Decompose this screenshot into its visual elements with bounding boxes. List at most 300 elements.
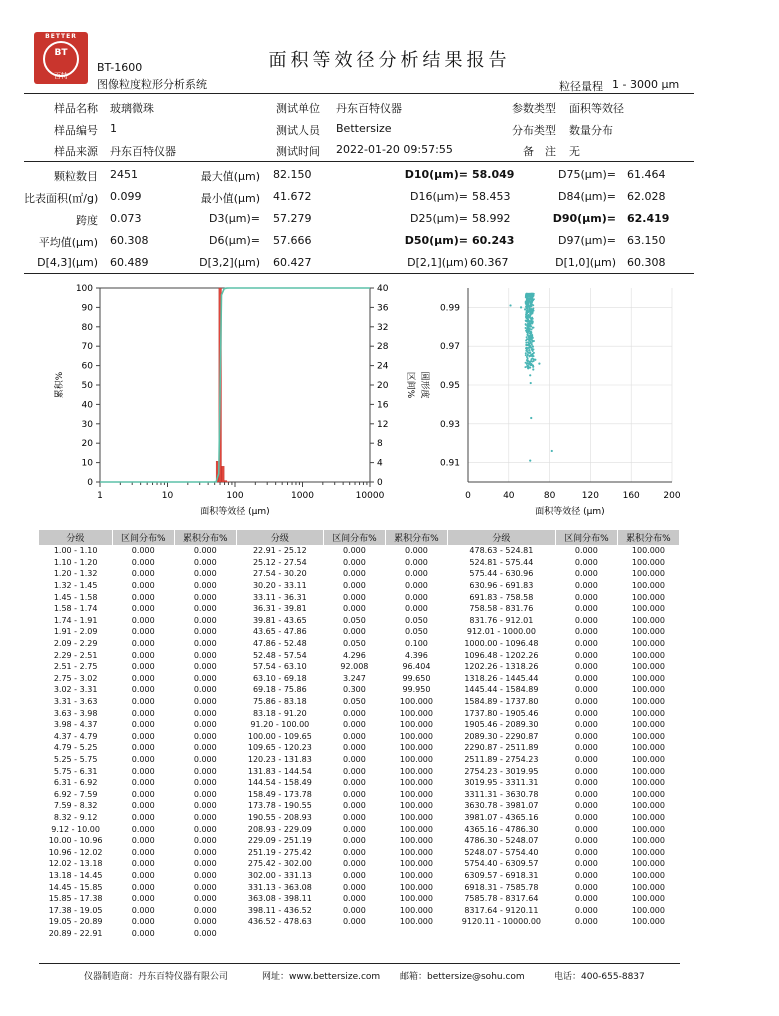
table-cell: 2.51 - 2.75 — [53, 662, 98, 672]
table-cell: 100.000 — [631, 639, 665, 649]
scatter-point — [526, 347, 528, 349]
table-cell: 100.000 — [399, 697, 433, 707]
scatter-point — [529, 342, 531, 344]
table-cell: 120.23 - 131.83 — [247, 754, 312, 764]
scatter-point — [524, 308, 526, 310]
table-cell: 0.000 — [131, 836, 155, 846]
stat-label: 跨度 — [76, 214, 98, 227]
table-cell: 100.000 — [631, 592, 665, 602]
table-cell: 3.98 - 4.37 — [53, 720, 98, 730]
scatter-point — [530, 335, 532, 337]
scatter-point — [551, 450, 553, 452]
table-cell: 0.050 — [404, 627, 428, 637]
table-cell: 398.11 - 436.52 — [247, 905, 312, 915]
scatter-point — [526, 336, 528, 338]
table-cell: 0.000 — [131, 731, 155, 741]
table-row — [39, 754, 680, 766]
scatter-point — [526, 338, 528, 340]
table-header-cell: 区间分布% — [323, 530, 385, 545]
table-cell: 1737.80 - 1905.46 — [464, 708, 539, 718]
scatter-point — [532, 360, 534, 362]
table-cell: 0.000 — [193, 847, 217, 857]
table-cell: 3.02 - 3.31 — [53, 685, 98, 695]
source: 丹东百特仪器 — [110, 145, 176, 158]
footer-email: 邮箱：bettersize@sohu.com — [400, 972, 525, 982]
table-cell: 144.54 - 158.49 — [247, 778, 312, 788]
table-cell: 0.050 — [404, 615, 428, 625]
table-cell: 100.000 — [399, 917, 433, 927]
scatter-point — [530, 332, 532, 334]
table-cell: 100.000 — [399, 882, 433, 892]
table-header-cell: 区间分布% — [555, 530, 617, 545]
table-row — [39, 800, 680, 812]
y-tick-label: 30 — [81, 419, 93, 430]
table-row — [39, 707, 680, 719]
table-cell: 0.000 — [131, 789, 155, 799]
table-cell: 92.008 — [340, 662, 369, 672]
scatter-point — [529, 299, 531, 301]
table-cell: 0.000 — [342, 778, 366, 788]
stat-label: 平均值(μm) — [38, 236, 98, 249]
table-cell: 0.000 — [574, 546, 598, 556]
table-cell: 1.32 - 1.45 — [53, 581, 98, 591]
scatter-point — [531, 301, 533, 303]
x-axis-label: 面积等效径 (μm) — [200, 507, 270, 517]
scatter-point — [525, 303, 527, 305]
table-row — [39, 638, 680, 650]
x-tick-label: 200 — [663, 491, 681, 501]
table-cell: 100.000 — [631, 546, 665, 556]
y-tick-label: 10 — [81, 458, 93, 469]
scatter-point — [532, 350, 534, 352]
table-row — [39, 858, 680, 870]
y-right-tick-label: 28 — [377, 342, 389, 353]
table-cell: 0.000 — [574, 650, 598, 660]
scatter-point — [527, 341, 529, 343]
table-cell: 4786.30 - 5248.07 — [464, 836, 539, 846]
table-cell: 17.38 - 19.05 — [48, 905, 103, 915]
table-cell: 100.000 — [399, 859, 433, 869]
table-cell: 0.000 — [574, 766, 598, 776]
scatter-point — [528, 336, 530, 338]
table-cell: 831.76 - 912.01 — [469, 615, 534, 625]
y-tick-label: 40 — [81, 400, 93, 411]
range-label: 粒径量程 — [559, 80, 603, 93]
y-tick-label: 100 — [75, 284, 93, 294]
table-row — [39, 649, 680, 661]
table-cell: 5754.40 - 6309.57 — [464, 859, 539, 869]
table-cell: 0.000 — [574, 917, 598, 927]
y-tick-label: 20 — [81, 439, 93, 450]
y-axis-label: 圆形度 — [419, 371, 429, 399]
header-divider — [24, 93, 694, 94]
table-cell: 0.000 — [342, 801, 366, 811]
stat-value: 60.243 — [472, 234, 515, 247]
table-cell: 1.91 - 2.09 — [53, 627, 98, 637]
scatter-point — [530, 417, 532, 419]
table-cell: 0.000 — [193, 650, 217, 660]
table-row — [39, 557, 680, 569]
x-tick-label: 1 — [97, 491, 103, 501]
table-cell: 0.000 — [404, 581, 428, 591]
scatter-point — [529, 351, 531, 353]
x-tick-label: 40 — [503, 491, 515, 501]
table-cell: 0.000 — [404, 592, 428, 602]
info-divider — [24, 161, 694, 162]
table-cell: 331.13 - 363.08 — [247, 882, 312, 892]
table-cell: 100.000 — [399, 720, 433, 730]
table-cell: 1.00 - 1.10 — [53, 546, 98, 556]
y-tick-label: 0 — [87, 478, 93, 488]
table-cell: 0.000 — [342, 754, 366, 764]
scatter-point — [531, 344, 533, 346]
table-cell: 100.000 — [631, 894, 665, 904]
table-header-cell: 累积分布% — [617, 530, 679, 545]
y-tick-label: 60 — [81, 361, 93, 372]
table-cell: 4.296 — [342, 650, 366, 660]
table-header-cell: 分级 — [447, 530, 555, 545]
stat-value: 60.308 — [627, 256, 666, 269]
table-cell: 12.02 - 13.18 — [48, 859, 103, 869]
table-cell: 251.19 - 275.42 — [247, 847, 312, 857]
x-tick-label: 10000 — [355, 491, 385, 501]
scatter-point — [520, 306, 522, 308]
table-cell: 0.000 — [193, 673, 217, 683]
table-cell: 190.55 - 208.93 — [247, 812, 312, 822]
table-cell: 75.86 - 83.18 — [252, 697, 307, 707]
table-cell: 4365.16 - 4786.30 — [464, 824, 539, 834]
table-cell: 100.000 — [631, 708, 665, 718]
table-row — [39, 580, 680, 592]
unit: 丹东百特仪器 — [336, 102, 402, 115]
table-cell: 0.000 — [131, 557, 155, 567]
table-cell: 0.000 — [131, 673, 155, 683]
table-cell: 0.000 — [574, 778, 598, 788]
scatter-point — [528, 325, 530, 327]
table-cell: 0.000 — [193, 697, 217, 707]
table-cell: 5.25 - 5.75 — [53, 754, 98, 764]
table-cell: 0.000 — [193, 615, 217, 625]
table-cell: 1.45 - 1.58 — [53, 592, 98, 602]
y-tick-label: 0.95 — [439, 381, 460, 391]
table-cell: 100.000 — [631, 685, 665, 695]
table-cell: 0.000 — [342, 859, 366, 869]
y-tick-label: 0.93 — [439, 419, 460, 430]
scatter-point — [527, 367, 529, 369]
table-cell: 0.000 — [404, 604, 428, 614]
table-cell: 0.000 — [342, 905, 366, 915]
stat-value: 60.367 — [470, 256, 509, 269]
scatter-point — [532, 327, 534, 329]
table-cell: 100.000 — [399, 847, 433, 857]
table-cell: 0.000 — [193, 766, 217, 776]
table-cell: 0.000 — [131, 662, 155, 672]
stat-value: 58.049 — [472, 168, 515, 181]
table-cell: 0.000 — [131, 859, 155, 869]
stat-value: 60.308 — [110, 234, 149, 247]
table-cell: 3311.31 - 3630.78 — [464, 789, 539, 799]
x-tick-label: 0 — [465, 491, 471, 501]
y-right-tick-label: 4 — [377, 458, 383, 469]
table-cell: 0.000 — [193, 569, 217, 579]
table-cell: 0.000 — [193, 754, 217, 764]
table-cell: 100.000 — [631, 778, 665, 788]
scatter-point — [529, 374, 531, 376]
table-cell: 524.81 - 575.44 — [469, 557, 534, 567]
table-cell: 0.050 — [342, 639, 366, 649]
table-cell: 0.000 — [193, 627, 217, 637]
table-cell: 0.000 — [574, 581, 598, 591]
table-cell: 43.65 - 47.86 — [252, 627, 307, 637]
table-cell: 173.78 - 190.55 — [247, 801, 312, 811]
table-cell: 8317.64 - 9120.11 — [464, 905, 539, 915]
stat-label: 比表面积(㎡/g) — [24, 192, 99, 205]
table-cell: 69.18 - 75.86 — [252, 685, 307, 695]
table-row — [39, 545, 680, 557]
x-tick-label: 100 — [226, 491, 244, 501]
scatter-point — [529, 297, 531, 299]
table-cell: 0.000 — [131, 766, 155, 776]
table-cell: 0.000 — [404, 546, 428, 556]
remark-label: 备 注 — [523, 145, 556, 158]
table-cell: 96.404 — [402, 662, 431, 672]
scatter-point — [528, 293, 530, 295]
table-cell: 0.000 — [131, 685, 155, 695]
table-cell: 0.000 — [193, 917, 217, 927]
table-cell: 630.96 - 691.83 — [469, 581, 534, 591]
table-cell: 0.000 — [342, 894, 366, 904]
table-cell: 0.000 — [131, 697, 155, 707]
table-row — [39, 719, 680, 731]
y-tick-label: 0.99 — [439, 303, 460, 314]
table-cell: 100.000 — [631, 882, 665, 892]
table-cell: 109.65 - 120.23 — [247, 743, 312, 753]
table-cell: 0.000 — [193, 581, 217, 591]
table-cell: 0.000 — [574, 859, 598, 869]
table-cell: 100.000 — [631, 581, 665, 591]
table-cell: 0.000 — [342, 812, 366, 822]
table-cell: 0.000 — [193, 604, 217, 614]
stat-label: D6(μm)= — [209, 234, 260, 247]
stats-divider — [24, 273, 694, 274]
scatter-point — [526, 293, 528, 295]
table-cell: 100.000 — [399, 905, 433, 915]
table-cell: 0.000 — [342, 581, 366, 591]
dist-type: 数量分布 — [569, 124, 613, 137]
table-row — [39, 870, 680, 882]
table-cell: 10.00 - 10.96 — [48, 836, 103, 846]
x-tick-label: 10 — [161, 491, 174, 501]
table-cell: 36.31 - 39.81 — [252, 604, 307, 614]
table-cell: 0.000 — [342, 720, 366, 730]
table-cell: 6.31 - 6.92 — [53, 778, 98, 788]
stat-label: D50(μm)= — [404, 234, 468, 247]
table-cell: 100.000 — [399, 894, 433, 904]
table-cell: 0.000 — [193, 836, 217, 846]
table-cell: 0.000 — [574, 615, 598, 625]
table-cell: 0.000 — [131, 905, 155, 915]
table-cell — [617, 928, 679, 940]
table-cell: 2.29 - 2.51 — [53, 650, 98, 660]
table-row — [39, 696, 680, 708]
table-cell: 100.000 — [631, 731, 665, 741]
table-cell: 0.000 — [574, 604, 598, 614]
table-cell: 691.83 - 758.58 — [469, 592, 534, 602]
scatter-point — [529, 460, 531, 462]
table-cell: 91.20 - 100.00 — [250, 720, 310, 730]
scatter-point — [526, 296, 528, 298]
table-cell: 0.000 — [574, 801, 598, 811]
table-cell: 0.000 — [131, 882, 155, 892]
scatter-point — [524, 366, 526, 368]
scatter-point — [525, 362, 527, 364]
table-cell: 0.000 — [342, 546, 366, 556]
table-cell: 100.000 — [399, 731, 433, 741]
x-tick-label: 80 — [543, 491, 556, 501]
table-cell: 0.100 — [404, 639, 428, 649]
table-cell: 0.000 — [342, 604, 366, 614]
table-cell: 0.000 — [574, 894, 598, 904]
table-row — [39, 684, 680, 696]
scatter-point — [529, 361, 531, 363]
table-cell: 100.00 - 109.65 — [247, 731, 312, 741]
tester: Bettersize — [336, 122, 392, 135]
table-cell: 52.48 - 57.54 — [252, 650, 307, 660]
table-row — [39, 823, 680, 835]
table-cell: 1445.44 - 1584.89 — [464, 685, 539, 695]
stat-value: 58.992 — [472, 212, 511, 225]
table-cell: 100.000 — [399, 870, 433, 880]
scatter-point — [532, 299, 534, 301]
y-tick-label: 90 — [81, 303, 93, 314]
table-cell — [447, 928, 555, 940]
table-cell: 0.000 — [193, 592, 217, 602]
table-cell: 0.000 — [574, 812, 598, 822]
table-cell: 8.32 - 9.12 — [53, 812, 98, 822]
table-cell: 100.000 — [631, 812, 665, 822]
page-title: 面积等效径分析结果报告 — [268, 50, 511, 71]
table-row — [39, 928, 680, 940]
stat-label: D75(μm)= — [558, 168, 616, 181]
table-cell: 0.000 — [342, 836, 366, 846]
table-cell: 0.000 — [574, 662, 598, 672]
stat-value: 63.150 — [627, 234, 666, 247]
table-row — [39, 615, 680, 627]
scatter-point — [527, 302, 529, 304]
table-cell: 99.650 — [402, 673, 431, 683]
table-cell: 0.000 — [131, 546, 155, 556]
plot-frame — [100, 288, 370, 482]
table-cell: 100.000 — [631, 789, 665, 799]
stat-label: D84(μm)= — [558, 190, 616, 203]
stat-value: 82.150 — [273, 168, 312, 181]
table-cell: 0.000 — [193, 557, 217, 567]
table-cell: 0.000 — [404, 569, 428, 579]
scatter-point — [529, 346, 531, 348]
scatter-point — [529, 316, 531, 318]
table-cell: 0.000 — [574, 639, 598, 649]
tester-label: 测试人员 — [276, 124, 320, 137]
table-cell: 0.000 — [131, 824, 155, 834]
table-cell: 100.000 — [399, 836, 433, 846]
table-cell: 0.000 — [574, 627, 598, 637]
table-cell: 0.000 — [574, 824, 598, 834]
table-cell: 100.000 — [399, 766, 433, 776]
table-cell: 2089.30 - 2290.87 — [464, 731, 539, 741]
y-right-tick-label: 8 — [377, 439, 383, 450]
table-cell: 57.54 - 63.10 — [252, 662, 307, 672]
table-cell: 0.000 — [193, 720, 217, 730]
table-row — [39, 846, 680, 858]
table-cell: 208.93 - 229.09 — [247, 824, 312, 834]
table-cell: 0.000 — [342, 557, 366, 567]
system-name: 图像粒度粒形分析系统 — [97, 78, 207, 91]
table-cell: 758.58 - 831.76 — [469, 604, 534, 614]
scatter-point — [526, 316, 528, 318]
table-cell: 100.000 — [631, 662, 665, 672]
stat-label: 最大值(μm) — [200, 170, 260, 183]
table-cell: 0.000 — [574, 836, 598, 846]
scatter-point — [529, 305, 531, 307]
scatter-point — [531, 329, 533, 331]
stat-value: 2451 — [110, 168, 138, 181]
table-cell: 0.000 — [193, 882, 217, 892]
table-cell: 19.05 - 20.89 — [48, 917, 103, 927]
stat-value: 57.279 — [273, 212, 312, 225]
table-cell: 100.000 — [631, 697, 665, 707]
unit-label: 测试单位 — [276, 102, 320, 115]
table-cell: 0.000 — [131, 812, 155, 822]
table-row — [39, 673, 680, 685]
scatter-point — [530, 338, 532, 340]
stat-label: D16(μm)= — [410, 190, 468, 203]
stat-label: 最小值(μm) — [200, 192, 260, 205]
scatter-point — [528, 339, 530, 341]
y-right-tick-label: 40 — [377, 284, 389, 294]
footer-divider — [39, 963, 680, 964]
table-cell: 275.42 - 302.00 — [247, 859, 312, 869]
scatter-point — [527, 306, 529, 308]
table-cell: 0.000 — [193, 928, 217, 938]
table-cell: 0.000 — [574, 905, 598, 915]
table-cell: 0.050 — [342, 697, 366, 707]
table-cell: 575.44 - 630.96 — [469, 569, 534, 579]
scatter-point — [528, 363, 530, 365]
table-cell: 0.000 — [574, 557, 598, 567]
table-cell: 0.300 — [342, 685, 366, 695]
table-cell: 5248.07 - 5754.40 — [464, 847, 539, 857]
table-cell: 4.396 — [404, 650, 428, 660]
table-row — [39, 904, 680, 916]
table-cell: 100.000 — [631, 905, 665, 915]
table-cell: 0.000 — [193, 824, 217, 834]
table-cell: 0.000 — [131, 928, 155, 938]
table-cell: 100.000 — [399, 789, 433, 799]
table-cell: 0.000 — [193, 870, 217, 880]
table-cell: 9120.11 - 10000.00 — [461, 917, 542, 927]
logo-text: BT — [54, 48, 68, 58]
table-cell: 2.09 - 2.29 — [53, 639, 98, 649]
stat-value: 62.028 — [627, 190, 666, 203]
table-header-cell: 分级 — [39, 530, 112, 545]
scatter-point — [525, 342, 527, 344]
table-cell: 1000.00 - 1096.48 — [464, 639, 539, 649]
table-cell: 100.000 — [631, 836, 665, 846]
dist-type-label: 分布类型 — [512, 124, 556, 137]
table-cell: 100.000 — [631, 870, 665, 880]
table-cell: 1096.48 - 1202.26 — [464, 650, 539, 660]
footer-maker: 仪器制造商：丹东百特仪器有限公司 — [84, 972, 229, 982]
